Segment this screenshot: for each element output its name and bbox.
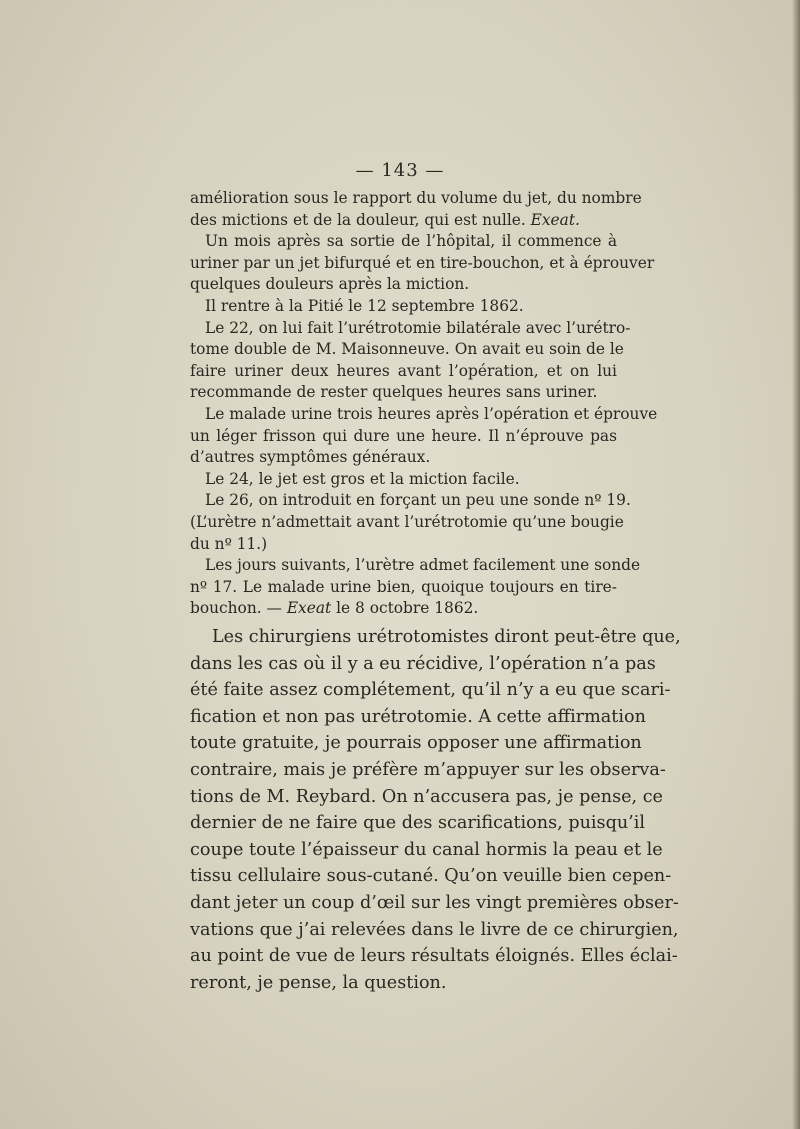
text-line: recommande de rester quelques heures sans uriner. xyxy=(190,383,598,402)
text-line: dernier de ne faire que des scarifications, puisqu’il xyxy=(190,813,646,834)
case-report-text xyxy=(190,188,658,620)
text-line: Le 26, on introduit en forçant un peu une sonde nº 19. xyxy=(205,491,631,510)
text-line: un léger frisson qui dure une heure. Il n’éprouve pas xyxy=(190,426,617,445)
text-line: du nº 11.) xyxy=(190,534,268,553)
text-line: Le malade urine trois heures après l’opération et éprouve xyxy=(205,404,658,423)
text-line: Un mois après sa sortie de l’hôpital, il commence à xyxy=(205,232,617,251)
text-line: des mictions et de la douleur, qui est nulle. Exeat. xyxy=(190,210,580,229)
text-line: coupe toute l’épaisseur du canal hormis la peau et le xyxy=(190,839,663,860)
text-line: Les jours suivants, l’urètre admet facilement une sonde xyxy=(205,556,641,575)
text-line: dans les cas où il y a eu récidive, l’opération n’a pas xyxy=(190,653,656,674)
text-line: quelques douleurs après la miction. xyxy=(190,275,470,294)
text-line: (L’urètre n’admettait avant l’urétrotomie qu’une bougie xyxy=(190,512,624,531)
text-line: Les chirurgiens urétrotomistes diront peut-être que, xyxy=(212,627,681,647)
text-line: contraire, mais je préfère m’appuyer sur les observa- xyxy=(190,759,666,780)
discussion-paragraph xyxy=(190,624,681,996)
text-line: au point de vue de leurs résultats éloignés. Elles éclai- xyxy=(190,946,678,967)
text-line: fication et non pas urétrotomie. A cette affirmation xyxy=(190,706,646,727)
text-line: dant jeter un coup d’œil sur les vingt premières obser- xyxy=(190,892,679,913)
text-line: vations que j’ai relevées dans le livre de ce chirurgien, xyxy=(190,919,679,940)
text-line: Le 22, on lui fait l’urétrotomie bilatérale avec l’urétro- xyxy=(205,318,631,337)
text-line: bouchon. — Exeat le 8 octobre 1862. xyxy=(190,599,479,618)
text-line: amélioration sous le rapport du volume du jet, du nombre xyxy=(190,189,642,207)
text-line: toute gratuite, je pourrais opposer une affirmation xyxy=(190,733,642,754)
text-line: reront, je pense, la question. xyxy=(190,972,447,993)
text-line: Le 24, le jet est gros et la miction facile. xyxy=(205,469,520,488)
text-line: tions de M. Reybard. On n’accusera pas, je pense, ce xyxy=(190,786,663,807)
text-line: tome double de M. Maisonneuve. On avait eu soin de le xyxy=(190,340,624,359)
text-line: uriner par un jet bifurqué et en tire-bouchon, et à éprouver xyxy=(190,253,655,272)
text-line: faire uriner deux heures avant l’opération, et on lui xyxy=(190,361,617,380)
text-line: d’autres symptômes généraux. xyxy=(190,448,431,467)
text-line: nº 17. Le malade urine bien, quoique toujours en tire- xyxy=(190,577,617,596)
text-line: Il rentre à la Pitié le 12 septembre 1862. xyxy=(205,296,524,315)
text-line: été faite assez complétement, qu’il n’y a eu que scari- xyxy=(190,680,671,701)
page-number: — 143 — xyxy=(355,160,445,181)
text-line: tissu cellulaire sous-cutané. Qu’on veuille bien cepen- xyxy=(190,866,672,887)
